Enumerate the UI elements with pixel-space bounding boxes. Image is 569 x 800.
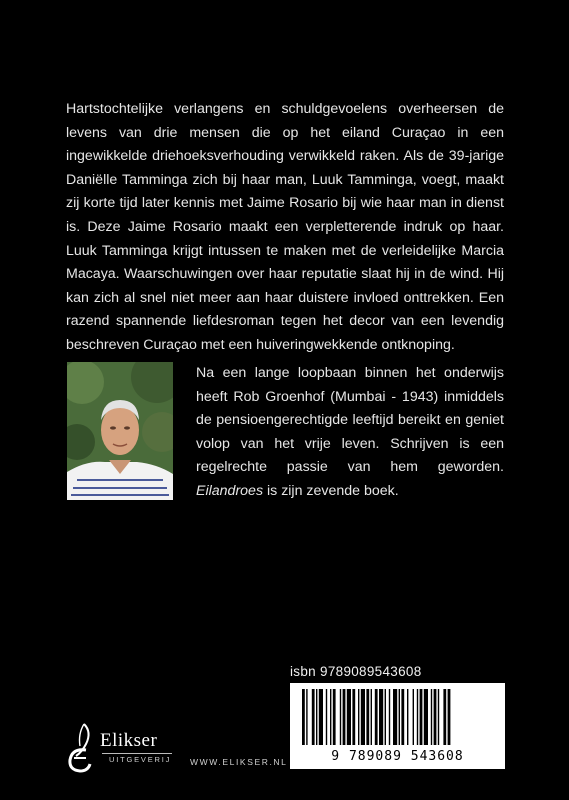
barcode-bar <box>312 689 315 745</box>
publisher-website[interactable]: WWW.ELIKSER.NL <box>190 757 288 767</box>
publisher-logo <box>64 722 174 774</box>
barcode-bars <box>290 683 505 749</box>
barcode-bar <box>417 689 418 745</box>
barcode-bar <box>333 689 336 745</box>
barcode-bar <box>302 689 305 745</box>
author-bio <box>196 362 504 504</box>
barcode-bar <box>319 689 323 745</box>
quill-logo-icon <box>64 722 94 774</box>
barcode-bar <box>407 689 408 745</box>
barcode-bar <box>399 689 400 745</box>
publisher-name: Elikser <box>100 730 158 751</box>
barcode-bar <box>401 689 404 745</box>
barcode-bar <box>420 689 423 745</box>
barcode-bar <box>347 689 351 745</box>
barcode-bar <box>434 689 437 745</box>
barcode-bar <box>413 689 414 745</box>
barcode-bar <box>389 689 390 745</box>
isbn-barcode <box>290 683 505 769</box>
barcode-bar <box>371 689 372 745</box>
barcode-bar <box>361 689 365 745</box>
book-title: Eilandroes <box>196 482 264 499</box>
barcode-bar <box>438 689 439 745</box>
barcode-bar <box>443 689 446 745</box>
barcode-bar <box>352 689 355 745</box>
barcode-bar <box>385 689 386 745</box>
back-cover-blurb: Hartstochtelijke verlangens en schuldgevoelens overheersen de levens van drie mensen die op het eiland Curaçao in een ingewikkelde driehoeksverhouding verwikkeld raken. Als de 39-jarige Daniëlle Tamminga zich bij haar man, Luuk Tamminga, voegt, maakt zij korte tijd later kennis met Jaime Rosario bij wie haar man in dienst is. Deze Jaime Rosario maakt een verpletterende indruk op haar. Luuk Tamminga krijgt intussen te maken met de verleidelijke Marcia Macaya. Waarschuwingen over haar reputatie slaat hij in de wind. Hij kan zich al snel niet meer aan haar duistere invloed onttrekken. Een razend spannende liefdesroman tegen het decor van een levendig beschreven Curaçao met een huiveringwekkende ontknoping. <box>66 101 504 353</box>
publisher-subtitle: UITGEVERIJ <box>109 755 172 764</box>
author-bio-text: Na een lange loopbaan binnen het onderwijs heeft Rob Groenhof (Mumbai - 1943) inmiddels de pensioengerechtigde leeftijd bereikt en geniet volop van het vrije leven. Schrijven is een regelrechte passie van hem geworden. <box>196 365 504 476</box>
barcode-bar <box>343 689 346 745</box>
barcode-bar <box>340 689 341 745</box>
barcode-bar <box>316 689 317 745</box>
author-bio-text-end: is zijn zevende boek. <box>267 482 399 499</box>
barcode-bar <box>424 689 428 745</box>
barcode-bar <box>366 689 369 745</box>
barcode-bar <box>448 689 451 745</box>
barcode-bar <box>375 689 378 745</box>
barcode-bar <box>379 689 383 745</box>
barcode-bar <box>330 689 331 745</box>
isbn-label: isbn 9789089543608 <box>290 664 422 679</box>
logo-divider <box>102 753 172 754</box>
barcode-bar <box>431 689 432 745</box>
barcode-bar <box>358 689 359 745</box>
barcode-bar <box>393 689 397 745</box>
barcode-bar <box>326 689 327 745</box>
author-photo <box>67 362 173 500</box>
barcode-bar <box>306 689 307 745</box>
barcode-digits: 9 789089 543608 <box>331 749 464 764</box>
